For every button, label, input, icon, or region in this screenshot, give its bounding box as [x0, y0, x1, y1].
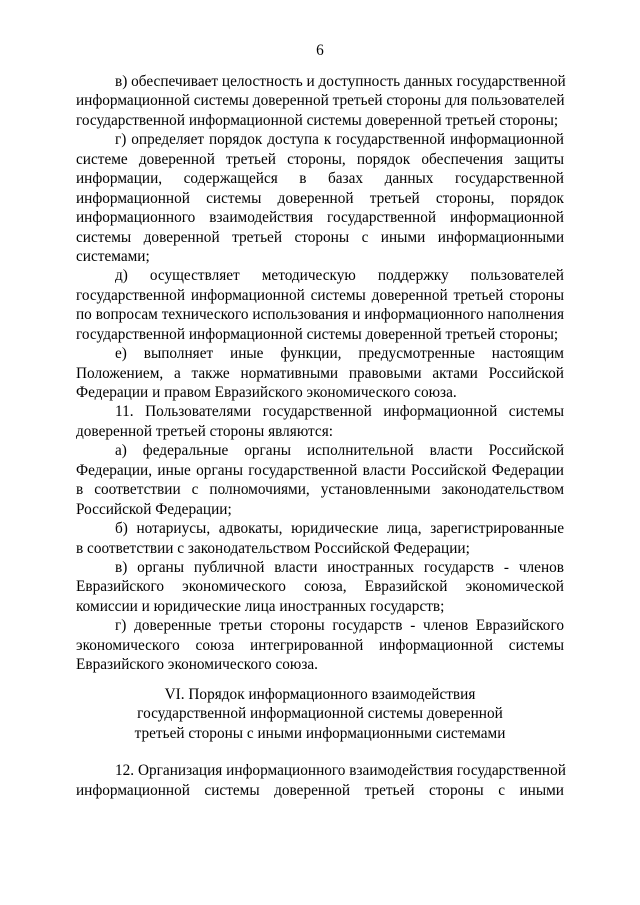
- paragraph-line: по вопросам технического использования и информационного наполнения: [76, 306, 564, 324]
- paragraph: [76, 130, 564, 266]
- paragraph: [76, 616, 564, 674]
- paragraph-line: 12. Организация информационного взаимодействия государственной: [115, 762, 566, 780]
- paragraph-line: б) нотариусы, адвокаты, юридические лица, зарегистрированные: [115, 520, 564, 538]
- paragraph: [76, 558, 564, 616]
- paragraph-line: системы доверенной третьей стороны с иными информационными: [76, 228, 564, 246]
- page-number: 6: [316, 42, 324, 59]
- paragraph-line: Положением, а также нормативными правовыми актами Российской: [76, 364, 564, 382]
- paragraph-line: Федерации, иные органы государственной власти Российской Федерации: [76, 461, 564, 479]
- paragraph-line: Евразийского экономического союза, Евразийской экономической: [76, 578, 564, 596]
- paragraph: [76, 72, 564, 130]
- paragraph-line: в) обеспечивает целостность и доступность данных государственной: [115, 73, 566, 90]
- section-heading-line: государственной информационной системы доверенной: [137, 705, 503, 723]
- paragraph-line: Федерации и правом Евразийского экономического союза.: [76, 384, 457, 401]
- paragraph-line: системе доверенной третьей стороны, порядок обеспечения защиты: [76, 150, 564, 168]
- paragraph-line: Российской Федерации;: [76, 500, 232, 518]
- paragraph: [76, 441, 564, 519]
- paragraph-line: в) органы публичной власти иностранных государств - членов: [115, 558, 564, 576]
- paragraph-line: государственной информационной системы доверенной третьей стороны;: [76, 325, 559, 343]
- paragraph-list: [76, 72, 564, 675]
- paragraph-line: системами;: [76, 247, 150, 265]
- paragraph-line: экономического союза интегрированной информационной системы: [76, 636, 564, 654]
- paragraph: [76, 402, 564, 441]
- paragraph-line: д) осуществляет методическую поддержку пользователей: [115, 267, 564, 285]
- paragraph-line: информационной системы доверенной третьей стороны с иными: [76, 781, 564, 799]
- paragraph-line: государственной информационной системы доверенной третьей стороны: [76, 286, 564, 304]
- paragraph-line: 11. Пользователями государственной информационной системы: [115, 403, 564, 421]
- paragraph-line: г) определяет порядок доступа к государственной информационной: [115, 131, 564, 149]
- paragraph: [76, 344, 564, 402]
- section-heading-line: третьей стороны с иными информационными системами: [134, 724, 506, 742]
- section-heading-line: VI. Порядок информационного взаимодействия: [164, 685, 476, 703]
- paragraph-line: г) доверенные третьи стороны государств - членов Евразийского: [115, 617, 564, 635]
- paragraph-line: информационного взаимодействия государственной информационной: [76, 209, 564, 227]
- paragraph-12: [76, 761, 564, 800]
- paragraph-line: информации, содержащейся в базах данных государственной: [76, 170, 564, 188]
- paragraph: [76, 519, 564, 558]
- section-heading: [76, 685, 564, 744]
- paragraph-line: а) федеральные органы исполнительной власти Российской: [115, 442, 564, 460]
- paragraph-line: в соответствии с полномочиями, установленными законодательством: [76, 481, 564, 499]
- paragraph: [76, 266, 564, 344]
- paragraph-line: информационной системы доверенной третьей стороны, порядок: [76, 189, 564, 207]
- spacer: [76, 675, 564, 685]
- paragraph-line: информационной системы доверенной третьей стороны для пользователей: [76, 92, 565, 110]
- paragraph-line: Евразийского экономического союза.: [76, 656, 319, 674]
- paragraph-line: в соответствии с законодательством Российской Федерации;: [76, 539, 470, 557]
- paragraph-line: доверенной третьей стороны являются:: [76, 422, 333, 440]
- paragraph-line: государственной информационной системы доверенной третьей стороны;: [76, 111, 559, 129]
- paragraph-line: комиссии и юридические лица иностранных государств;: [76, 597, 445, 615]
- paragraph-line: е) выполняет иные функции, предусмотренные настоящим: [115, 345, 564, 363]
- spacer: [76, 743, 564, 761]
- document-body: [76, 72, 564, 800]
